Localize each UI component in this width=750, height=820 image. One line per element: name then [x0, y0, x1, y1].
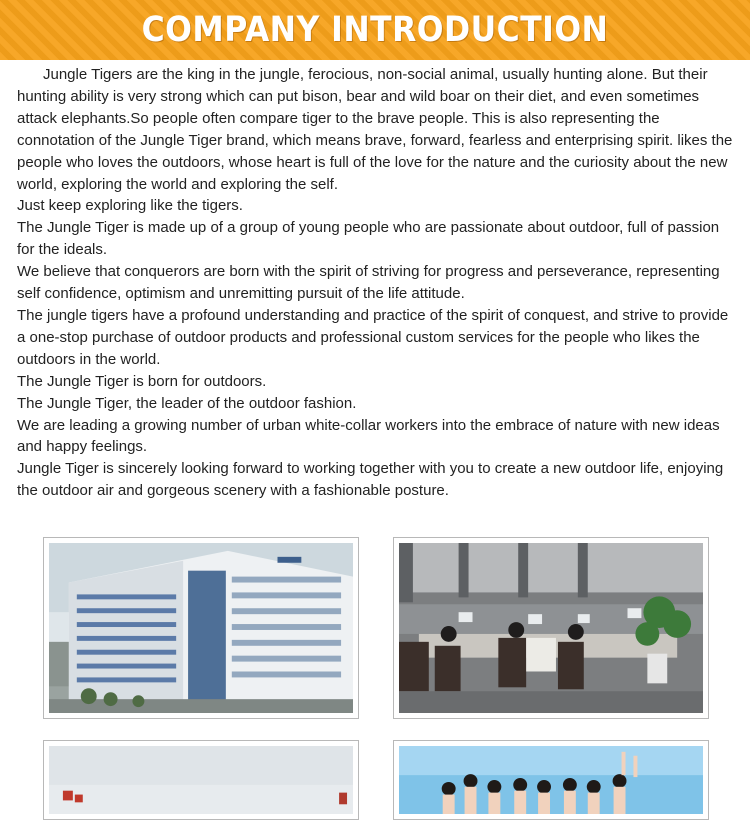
office-photo [399, 543, 703, 713]
outdoor-photo-frame [43, 740, 359, 820]
intro-paragraph: The jungle tigers have a profound understanding and practice of the spirit of conquest, and strive to provide a one-stop purchase of outdoor products and professional custom services for the people who likes the outdoors in the world. [17, 306, 729, 368]
outdoor-photo [49, 746, 353, 814]
header-banner [0, 0, 750, 60]
intro-paragraph: We are leading a growing number of urban white-collar workers into the embrace of nature with new ideas and happy feelings. [17, 416, 720, 456]
intro-paragraph: The Jungle Tiger is made up of a group of young people who are passionate about outdoor, full of passion for the ideals. [17, 219, 720, 259]
intro-text [17, 64, 737, 502]
building-photo [49, 543, 353, 713]
intro-paragraph: Jungle Tiger is sincerely looking forward to working together with you to create a new outdoor life, enjoying the outdoor air and gorgeous scenery with a fashionable posture. [17, 460, 724, 500]
intro-paragraph: Jungle Tigers are the king in the jungle, ferocious, non-social animal, usually hunting alone. But their hunting ability is very strong which can put bison, bear and wild boar on their diet, and even sometimes attack elephants.So people often compare tiger to the brave people. This is also representing the connotation of the Jungle Tiger brand, which means brave, forward, fearless and enterprising spirit. likes the people who loves the outdoors, whose heart is full of the love for the nature and the curiosity about the new world, exploring the world and exploring the self. [17, 66, 733, 193]
building-photo-frame [43, 537, 359, 719]
office-photo-frame [393, 537, 709, 719]
team-photo [399, 746, 703, 814]
team-photo-frame [393, 740, 709, 820]
page-title: COMPANY INTRODUCTION [141, 10, 609, 50]
intro-paragraph: Just keep exploring like the tigers. [17, 197, 243, 215]
intro-paragraph: We believe that conquerors are born with the spirit of striving for progress and perseverance, representing self confidence, optimism and unremitting pursuit of the life attitude. [17, 263, 720, 303]
intro-paragraph: The Jungle Tiger is born for outdoors. [17, 372, 267, 390]
intro-paragraph: The Jungle Tiger, the leader of the outdoor fashion. [17, 394, 357, 412]
